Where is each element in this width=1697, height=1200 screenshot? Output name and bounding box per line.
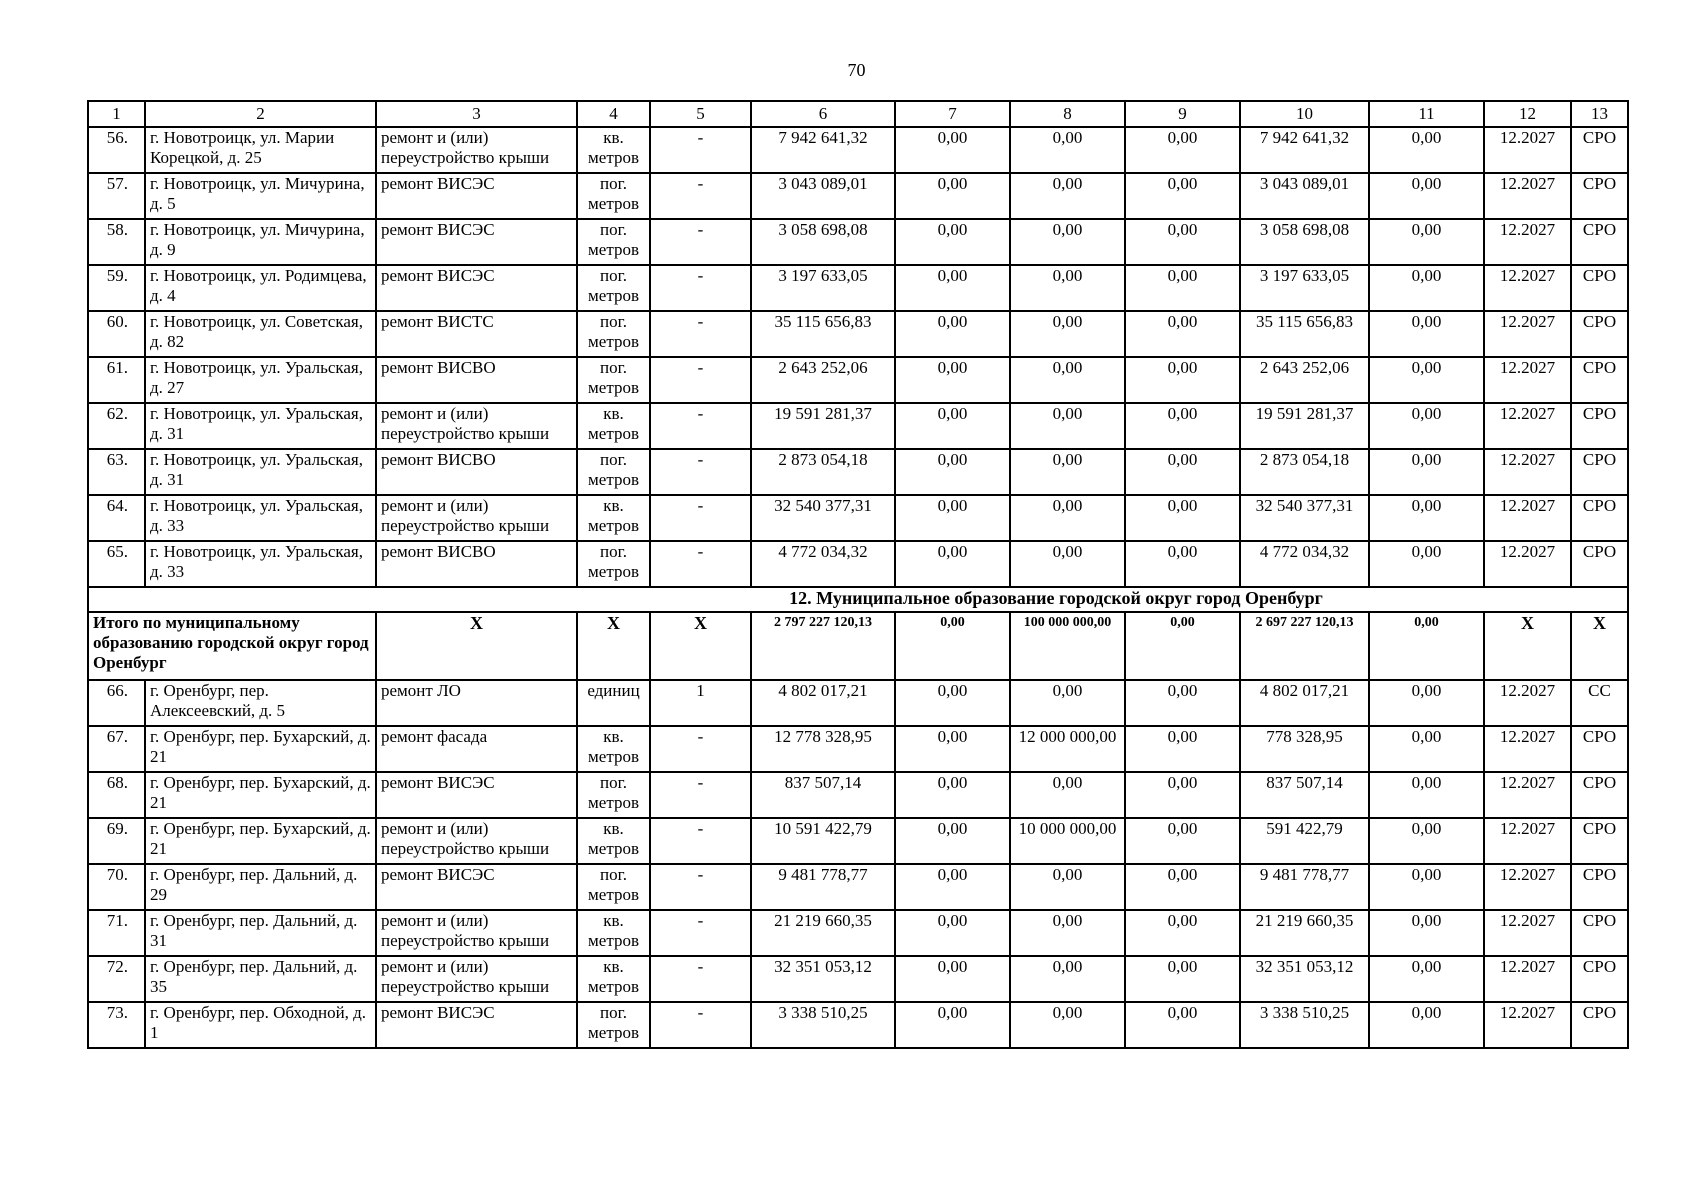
table-row xyxy=(88,772,1628,818)
section-row xyxy=(88,587,1628,612)
local-funds-cell: 0,00 xyxy=(1125,680,1240,726)
regional-funds-cell: 0,00 xyxy=(1010,541,1125,587)
total-c13-cell: X xyxy=(1571,612,1628,680)
total-c11-cell: 0,00 xyxy=(1369,612,1484,680)
quantity-cell: - xyxy=(650,311,751,357)
fund-method-cell: СРО xyxy=(1571,449,1628,495)
total-c3-cell: X xyxy=(376,612,577,680)
regional-funds-cell: 0,00 xyxy=(1010,311,1125,357)
table-row xyxy=(88,818,1628,864)
table-row xyxy=(88,1002,1628,1048)
local-funds-cell: 0,00 xyxy=(1125,772,1240,818)
total-c5-cell: X xyxy=(650,612,751,680)
owner-funds-cell: 32 540 377,31 xyxy=(1240,495,1369,541)
regional-funds-cell: 0,00 xyxy=(1010,680,1125,726)
work-type-cell: ремонт и (или) переустройство крыши xyxy=(376,818,577,864)
total-c7-cell: 0,00 xyxy=(895,612,1010,680)
total-cost-cell: 12 778 328,95 xyxy=(751,726,895,772)
regional-funds-cell: 0,00 xyxy=(1010,772,1125,818)
deadline-cell: 12.2027 xyxy=(1484,956,1571,1002)
owner-funds-cell: 4 802 017,21 xyxy=(1240,680,1369,726)
owner-funds-cell: 591 422,79 xyxy=(1240,818,1369,864)
table-row xyxy=(88,541,1628,587)
regional-funds-cell: 0,00 xyxy=(1010,403,1125,449)
quantity-cell: - xyxy=(650,219,751,265)
address-cell: г. Оренбург, пер. Бухарский, д. 21 xyxy=(145,772,376,818)
address-cell: г. Оренбург, пер. Дальний, д. 35 xyxy=(145,956,376,1002)
row-index-cell: 56. xyxy=(88,127,145,173)
fund-method-cell: СС xyxy=(1571,680,1628,726)
unit-cell: единиц xyxy=(577,680,650,726)
table-row xyxy=(88,449,1628,495)
total-cost-cell: 35 115 656,83 xyxy=(751,311,895,357)
address-cell: г. Новотроицк, ул. Советская, д. 82 xyxy=(145,311,376,357)
local-funds-cell: 0,00 xyxy=(1125,127,1240,173)
work-type-cell: ремонт ВИСВО xyxy=(376,449,577,495)
table-row xyxy=(88,173,1628,219)
table-row xyxy=(88,265,1628,311)
owner-funds-cell: 9 481 778,77 xyxy=(1240,864,1369,910)
unit-cell: кв. метров xyxy=(577,403,650,449)
quantity-cell: - xyxy=(650,403,751,449)
local-funds-cell: 0,00 xyxy=(1125,910,1240,956)
unit-cell: кв. метров xyxy=(577,910,650,956)
address-cell: г. Новотроицк, ул. Мичурина, д. 5 xyxy=(145,173,376,219)
column-number-1: 1 xyxy=(88,101,145,127)
local-funds-cell: 0,00 xyxy=(1125,541,1240,587)
other-funds-cell: 0,00 xyxy=(1369,173,1484,219)
fund-method-cell: СРО xyxy=(1571,864,1628,910)
other-funds-cell: 0,00 xyxy=(1369,219,1484,265)
local-funds-cell: 0,00 xyxy=(1125,403,1240,449)
work-type-cell: ремонт и (или) переустройство крыши xyxy=(376,910,577,956)
total-cost-cell: 10 591 422,79 xyxy=(751,818,895,864)
regional-funds-cell: 0,00 xyxy=(1010,864,1125,910)
address-cell: г. Новотроицк, ул. Уральская, д. 31 xyxy=(145,403,376,449)
work-type-cell: ремонт и (или) переустройство крыши xyxy=(376,127,577,173)
work-type-cell: ремонт ВИСЭС xyxy=(376,219,577,265)
row-index-cell: 68. xyxy=(88,772,145,818)
unit-cell: пог. метров xyxy=(577,265,650,311)
row-index-cell: 67. xyxy=(88,726,145,772)
owner-funds-cell: 3 043 089,01 xyxy=(1240,173,1369,219)
total-cost-cell: 2 873 054,18 xyxy=(751,449,895,495)
unit-cell: пог. метров xyxy=(577,1002,650,1048)
row-index-cell: 63. xyxy=(88,449,145,495)
total-cost-cell: 32 351 053,12 xyxy=(751,956,895,1002)
federal-funds-cell: 0,00 xyxy=(895,403,1010,449)
fund-method-cell: СРО xyxy=(1571,541,1628,587)
column-number-6: 6 xyxy=(751,101,895,127)
work-type-cell: ремонт ВИСТС xyxy=(376,311,577,357)
quantity-cell: - xyxy=(650,956,751,1002)
deadline-cell: 12.2027 xyxy=(1484,726,1571,772)
fund-method-cell: СРО xyxy=(1571,265,1628,311)
deadline-cell: 12.2027 xyxy=(1484,495,1571,541)
table-row xyxy=(88,127,1628,173)
total-cost-cell: 3 338 510,25 xyxy=(751,1002,895,1048)
federal-funds-cell: 0,00 xyxy=(895,219,1010,265)
total-cost-cell: 4 802 017,21 xyxy=(751,680,895,726)
row-index-cell: 62. xyxy=(88,403,145,449)
unit-cell: кв. метров xyxy=(577,127,650,173)
table-row xyxy=(88,357,1628,403)
deadline-cell: 12.2027 xyxy=(1484,173,1571,219)
work-type-cell: ремонт и (или) переустройство крыши xyxy=(376,495,577,541)
local-funds-cell: 0,00 xyxy=(1125,1002,1240,1048)
column-number-12: 12 xyxy=(1484,101,1571,127)
deadline-cell: 12.2027 xyxy=(1484,772,1571,818)
total-c4-cell: X xyxy=(577,612,650,680)
deadline-cell: 12.2027 xyxy=(1484,311,1571,357)
other-funds-cell: 0,00 xyxy=(1369,127,1484,173)
address-cell: г. Новотроицк, ул. Уральская, д. 31 xyxy=(145,449,376,495)
total-cost-cell: 32 540 377,31 xyxy=(751,495,895,541)
other-funds-cell: 0,00 xyxy=(1369,495,1484,541)
other-funds-cell: 0,00 xyxy=(1369,449,1484,495)
regional-funds-cell: 0,00 xyxy=(1010,127,1125,173)
quantity-cell: - xyxy=(650,726,751,772)
total-cost-cell: 9 481 778,77 xyxy=(751,864,895,910)
row-index-cell: 73. xyxy=(88,1002,145,1048)
other-funds-cell: 0,00 xyxy=(1369,357,1484,403)
fund-method-cell: СРО xyxy=(1571,772,1628,818)
table-row xyxy=(88,311,1628,357)
unit-cell: пог. метров xyxy=(577,311,650,357)
federal-funds-cell: 0,00 xyxy=(895,173,1010,219)
total-c10-cell: 2 697 227 120,13 xyxy=(1240,612,1369,680)
column-number-header xyxy=(88,101,1628,127)
federal-funds-cell: 0,00 xyxy=(895,1002,1010,1048)
fund-method-cell: СРО xyxy=(1571,726,1628,772)
column-number-9: 9 xyxy=(1125,101,1240,127)
work-type-cell: ремонт фасада xyxy=(376,726,577,772)
deadline-cell: 12.2027 xyxy=(1484,219,1571,265)
federal-funds-cell: 0,00 xyxy=(895,311,1010,357)
table-row xyxy=(88,726,1628,772)
quantity-cell: - xyxy=(650,772,751,818)
quantity-cell: - xyxy=(650,495,751,541)
total-cost-cell: 837 507,14 xyxy=(751,772,895,818)
regional-funds-cell: 0,00 xyxy=(1010,265,1125,311)
federal-funds-cell: 0,00 xyxy=(895,910,1010,956)
unit-cell: пог. метров xyxy=(577,864,650,910)
column-number-5: 5 xyxy=(650,101,751,127)
quantity-cell: - xyxy=(650,265,751,311)
quantity-cell: - xyxy=(650,864,751,910)
local-funds-cell: 0,00 xyxy=(1125,173,1240,219)
work-type-cell: ремонт ВИСЭС xyxy=(376,772,577,818)
fund-method-cell: СРО xyxy=(1571,311,1628,357)
unit-cell: пог. метров xyxy=(577,357,650,403)
fund-method-cell: СРО xyxy=(1571,956,1628,1002)
federal-funds-cell: 0,00 xyxy=(895,772,1010,818)
regional-funds-cell: 0,00 xyxy=(1010,495,1125,541)
unit-cell: кв. метров xyxy=(577,956,650,1002)
quantity-cell: - xyxy=(650,818,751,864)
owner-funds-cell: 3 197 633,05 xyxy=(1240,265,1369,311)
other-funds-cell: 0,00 xyxy=(1369,726,1484,772)
fund-method-cell: СРО xyxy=(1571,910,1628,956)
work-type-cell: ремонт ВИСЭС xyxy=(376,173,577,219)
fund-method-cell: СРО xyxy=(1571,127,1628,173)
other-funds-cell: 0,00 xyxy=(1369,403,1484,449)
regional-funds-cell: 12 000 000,00 xyxy=(1010,726,1125,772)
unit-cell: кв. метров xyxy=(577,818,650,864)
total-cost-cell: 4 772 034,32 xyxy=(751,541,895,587)
federal-funds-cell: 0,00 xyxy=(895,818,1010,864)
deadline-cell: 12.2027 xyxy=(1484,265,1571,311)
column-number-8: 8 xyxy=(1010,101,1125,127)
total-cost-cell: 3 197 633,05 xyxy=(751,265,895,311)
capital-repair-table xyxy=(87,100,1629,1049)
regional-funds-cell: 0,00 xyxy=(1010,910,1125,956)
row-index-cell: 60. xyxy=(88,311,145,357)
other-funds-cell: 0,00 xyxy=(1369,772,1484,818)
owner-funds-cell: 3 338 510,25 xyxy=(1240,1002,1369,1048)
row-index-cell: 64. xyxy=(88,495,145,541)
other-funds-cell: 0,00 xyxy=(1369,956,1484,1002)
quantity-cell: 1 xyxy=(650,680,751,726)
unit-cell: пог. метров xyxy=(577,219,650,265)
total-c12-cell: X xyxy=(1484,612,1571,680)
total-label: Итого по муниципальному образованию городской округ город Оренбург xyxy=(88,612,376,680)
fund-method-cell: СРО xyxy=(1571,357,1628,403)
total-c9-cell: 0,00 xyxy=(1125,612,1240,680)
federal-funds-cell: 0,00 xyxy=(895,864,1010,910)
work-type-cell: ремонт ВИСЭС xyxy=(376,265,577,311)
owner-funds-cell: 21 219 660,35 xyxy=(1240,910,1369,956)
column-number-13: 13 xyxy=(1571,101,1628,127)
row-index-cell: 70. xyxy=(88,864,145,910)
column-number-3: 3 xyxy=(376,101,577,127)
total-cost-cell: 3 043 089,01 xyxy=(751,173,895,219)
local-funds-cell: 0,00 xyxy=(1125,818,1240,864)
regional-funds-cell: 0,00 xyxy=(1010,956,1125,1002)
work-type-cell: ремонт ЛО xyxy=(376,680,577,726)
table-row xyxy=(88,956,1628,1002)
local-funds-cell: 0,00 xyxy=(1125,864,1240,910)
deadline-cell: 12.2027 xyxy=(1484,449,1571,495)
quantity-cell: - xyxy=(650,173,751,219)
federal-funds-cell: 0,00 xyxy=(895,541,1010,587)
row-index-cell: 65. xyxy=(88,541,145,587)
local-funds-cell: 0,00 xyxy=(1125,495,1240,541)
regional-funds-cell: 10 000 000,00 xyxy=(1010,818,1125,864)
total-row xyxy=(88,612,1628,680)
deadline-cell: 12.2027 xyxy=(1484,403,1571,449)
regional-funds-cell: 0,00 xyxy=(1010,357,1125,403)
deadline-cell: 12.2027 xyxy=(1484,680,1571,726)
other-funds-cell: 0,00 xyxy=(1369,311,1484,357)
federal-funds-cell: 0,00 xyxy=(895,956,1010,1002)
unit-cell: кв. метров xyxy=(577,495,650,541)
deadline-cell: 12.2027 xyxy=(1484,910,1571,956)
other-funds-cell: 0,00 xyxy=(1369,541,1484,587)
owner-funds-cell: 4 772 034,32 xyxy=(1240,541,1369,587)
address-cell: г. Оренбург, пер. Алексеевский, д. 5 xyxy=(145,680,376,726)
other-funds-cell: 0,00 xyxy=(1369,910,1484,956)
federal-funds-cell: 0,00 xyxy=(895,357,1010,403)
table-row xyxy=(88,495,1628,541)
address-cell: г. Новотроицк, ул. Марии Корецкой, д. 25 xyxy=(145,127,376,173)
address-cell: г. Новотроицк, ул. Уральская, д. 33 xyxy=(145,495,376,541)
work-type-cell: ремонт и (или) переустройство крыши xyxy=(376,956,577,1002)
total-cost-cell: 3 058 698,08 xyxy=(751,219,895,265)
total-c8-cell: 100 000 000,00 xyxy=(1010,612,1125,680)
column-number-10: 10 xyxy=(1240,101,1369,127)
owner-funds-cell: 32 351 053,12 xyxy=(1240,956,1369,1002)
federal-funds-cell: 0,00 xyxy=(895,265,1010,311)
work-type-cell: ремонт ВИСЭС xyxy=(376,1002,577,1048)
fund-method-cell: СРО xyxy=(1571,403,1628,449)
deadline-cell: 12.2027 xyxy=(1484,541,1571,587)
other-funds-cell: 0,00 xyxy=(1369,680,1484,726)
address-cell: г. Новотроицк, ул. Уральская, д. 33 xyxy=(145,541,376,587)
owner-funds-cell: 837 507,14 xyxy=(1240,772,1369,818)
fund-method-cell: СРО xyxy=(1571,173,1628,219)
local-funds-cell: 0,00 xyxy=(1125,956,1240,1002)
work-type-cell: ремонт ВИСВО xyxy=(376,541,577,587)
row-index-cell: 71. xyxy=(88,910,145,956)
row-index-cell: 61. xyxy=(88,357,145,403)
column-number-11: 11 xyxy=(1369,101,1484,127)
deadline-cell: 12.2027 xyxy=(1484,357,1571,403)
quantity-cell: - xyxy=(650,127,751,173)
regional-funds-cell: 0,00 xyxy=(1010,219,1125,265)
address-cell: г. Новотроицк, ул. Уральская, д. 27 xyxy=(145,357,376,403)
local-funds-cell: 0,00 xyxy=(1125,219,1240,265)
row-index-cell: 72. xyxy=(88,956,145,1002)
total-cost-cell: 21 219 660,35 xyxy=(751,910,895,956)
address-cell: г. Оренбург, пер. Бухарский, д. 21 xyxy=(145,726,376,772)
other-funds-cell: 0,00 xyxy=(1369,818,1484,864)
quantity-cell: - xyxy=(650,910,751,956)
section-title: 12. Муниципальное образование городской округ город Оренбург xyxy=(88,587,1628,612)
regional-funds-cell: 0,00 xyxy=(1010,173,1125,219)
total-cost-cell: 2 643 252,06 xyxy=(751,357,895,403)
quantity-cell: - xyxy=(650,1002,751,1048)
column-number-4: 4 xyxy=(577,101,650,127)
fund-method-cell: СРО xyxy=(1571,219,1628,265)
federal-funds-cell: 0,00 xyxy=(895,127,1010,173)
deadline-cell: 12.2027 xyxy=(1484,127,1571,173)
work-type-cell: ремонт ВИСВО xyxy=(376,357,577,403)
federal-funds-cell: 0,00 xyxy=(895,449,1010,495)
owner-funds-cell: 778 328,95 xyxy=(1240,726,1369,772)
row-index-cell: 58. xyxy=(88,219,145,265)
table-row xyxy=(88,910,1628,956)
table-row xyxy=(88,219,1628,265)
local-funds-cell: 0,00 xyxy=(1125,311,1240,357)
quantity-cell: - xyxy=(650,449,751,495)
table-row xyxy=(88,680,1628,726)
federal-funds-cell: 0,00 xyxy=(895,495,1010,541)
address-cell: г. Оренбург, пер. Бухарский, д. 21 xyxy=(145,818,376,864)
row-index-cell: 59. xyxy=(88,265,145,311)
address-cell: г. Новотроицк, ул. Мичурина, д. 9 xyxy=(145,219,376,265)
unit-cell: кв. метров xyxy=(577,726,650,772)
local-funds-cell: 0,00 xyxy=(1125,726,1240,772)
work-type-cell: ремонт ВИСЭС xyxy=(376,864,577,910)
address-cell: г. Оренбург, пер. Дальний, д. 29 xyxy=(145,864,376,910)
quantity-cell: - xyxy=(650,541,751,587)
deadline-cell: 12.2027 xyxy=(1484,1002,1571,1048)
deadline-cell: 12.2027 xyxy=(1484,864,1571,910)
address-cell: г. Новотроицк, ул. Родимцева, д. 4 xyxy=(145,265,376,311)
address-cell: г. Оренбург, пер. Обходной, д. 1 xyxy=(145,1002,376,1048)
table-row xyxy=(88,403,1628,449)
total-cost-cell: 19 591 281,37 xyxy=(751,403,895,449)
table-row xyxy=(88,864,1628,910)
owner-funds-cell: 2 873 054,18 xyxy=(1240,449,1369,495)
row-index-cell: 66. xyxy=(88,680,145,726)
row-index-cell: 69. xyxy=(88,818,145,864)
total-cost-cell: 7 942 641,32 xyxy=(751,127,895,173)
unit-cell: пог. метров xyxy=(577,449,650,495)
other-funds-cell: 0,00 xyxy=(1369,265,1484,311)
regional-funds-cell: 0,00 xyxy=(1010,1002,1125,1048)
unit-cell: пог. метров xyxy=(577,173,650,219)
unit-cell: пог. метров xyxy=(577,541,650,587)
owner-funds-cell: 7 942 641,32 xyxy=(1240,127,1369,173)
unit-cell: пог. метров xyxy=(577,772,650,818)
federal-funds-cell: 0,00 xyxy=(895,680,1010,726)
column-number-2: 2 xyxy=(145,101,376,127)
row-index-cell: 57. xyxy=(88,173,145,219)
regional-funds-cell: 0,00 xyxy=(1010,449,1125,495)
column-number-7: 7 xyxy=(895,101,1010,127)
deadline-cell: 12.2027 xyxy=(1484,818,1571,864)
quantity-cell: - xyxy=(650,357,751,403)
address-cell: г. Оренбург, пер. Дальний, д. 31 xyxy=(145,910,376,956)
fund-method-cell: СРО xyxy=(1571,1002,1628,1048)
federal-funds-cell: 0,00 xyxy=(895,726,1010,772)
other-funds-cell: 0,00 xyxy=(1369,864,1484,910)
local-funds-cell: 0,00 xyxy=(1125,449,1240,495)
fund-method-cell: СРО xyxy=(1571,818,1628,864)
local-funds-cell: 0,00 xyxy=(1125,265,1240,311)
owner-funds-cell: 35 115 656,83 xyxy=(1240,311,1369,357)
total-c6-cell: 2 797 227 120,13 xyxy=(751,612,895,680)
owner-funds-cell: 2 643 252,06 xyxy=(1240,357,1369,403)
local-funds-cell: 0,00 xyxy=(1125,357,1240,403)
page-number: 70 xyxy=(847,60,866,80)
owner-funds-cell: 3 058 698,08 xyxy=(1240,219,1369,265)
other-funds-cell: 0,00 xyxy=(1369,1002,1484,1048)
fund-method-cell: СРО xyxy=(1571,495,1628,541)
work-type-cell: ремонт и (или) переустройство крыши xyxy=(376,403,577,449)
owner-funds-cell: 19 591 281,37 xyxy=(1240,403,1369,449)
